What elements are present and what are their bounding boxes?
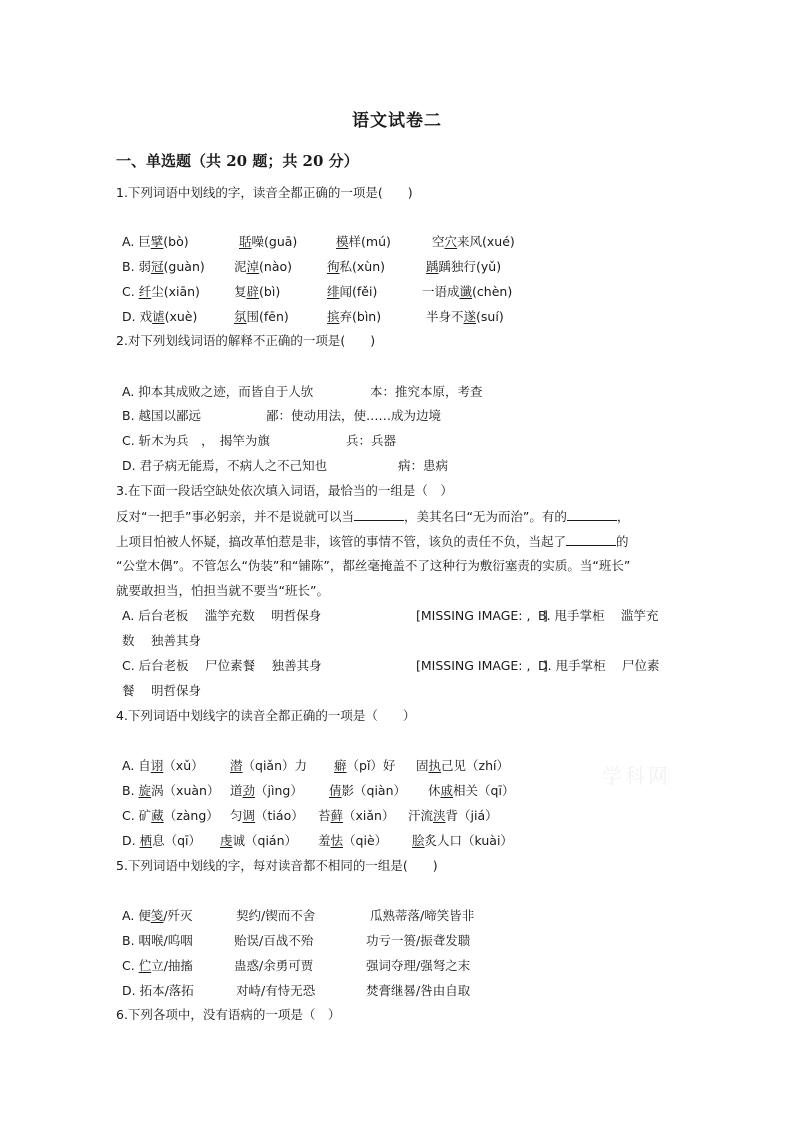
q3-passage-line-2: 上项目怕被人怀疑，搞改革怕惹是非，该管的事情不管，该负的责任不负，当起了 的: [116, 534, 629, 549]
q3-option-b-cont: 数 独善其身: [122, 633, 201, 648]
exam-page: 语文试卷二 一、单选题（共 20 题；共 20 分） 1.下列词语中划线的字，读音全都正确的一项是( ) A. 巨擘(bò) 聒噪(guā) 模样(mú) 空穴来风(xué) B. 弱冠(guàn) 泥淖(nào) 徇私(xùn) 踽踽独行(yǔ) C. 纤尘(xiān) 复辟(bì) 绯闻(fěi) 一语成谶(chèn) D. 戏谑(xuè) 氛围(fēn) 摈弃(bìn) 半身不遂(suí) 2.对下列划线词语的解释不正确的一项是( ) A. 抑本其成败之迹，而皆自于人欤 本：推究本原，考查 B. 越国以鄙远 鄙：使动用法，使……成为边境 C. 斩木为兵 ， 揭竿为旗 兵：兵器 D. 君子病无能焉，不病人之不己知也 病：患病 3.在下面一段话空缺处依次填入词语，最恰当的一组是（ ） 反对“一把手”事必躬亲，并不是说就可以当 ，美其名曰“无为而治”。有的 ， 上项目怕被人怀疑，搞改革怕惹是非，该管的事情不管，该负的责任不负，当起了 的 “公堂木偶”。不管怎么“伪装”和“铺陈”，都丝毫掩盖不了这种行为敷衍塞责的实质。当“班长” 就要敢担当，怕担当就不要当“班长”。 A. 后台老板 滥竽充数 明哲保身 [MISSING IMAGE: , ] B. 甩手掌柜 滥竽充 数 独善其身 C. 后台老板 尸位素餐 独善其身 [MISSING IMAGE: , ] D. 甩手掌柜 尸位素 餐 明哲保身 4.下列词语中划线字的读音全都正确的一项是（ ） A. 自诩（xǔ） 潜（qiǎn）力 癖（pǐ）好 固执己见（zhí） B. 旋涡（xuàn） 道劲（jìng） 倩影（qiàn） 休戚相关（qī） C. 矿藏（zàng） 匀调（tiáo） 苔藓（xiǎn） 汗流浃背（jiá） D. 栖息（qī） 虔诚（qián） 羞怯（qiè） 脍炙人口（kuài） 学科网 5.下列词语中划线的字，每对读音都不相同的一组是( ) A. 便笺/歼灭 契约/锲而不舍 瓜熟蒂落/啼笑皆非 B. 咽喉/呜咽 贻误/百战不殆 功亏一篑/振聋发聩 C. 伫立/抽搐 蛊惑/余勇可贾 强词夺理/强弩之末 D. 拓本/落拓 对峙/有恃无恐 焚膏继晷/咎由自取 6.下列各项中，没有语病的一项是（ ）: [0, 0, 794, 1123]
question-5-stem: 5.下列词语中划线的字，每对读音都不相同的一组是( ): [116, 858, 438, 873]
q3-option-d: D. 甩手掌柜 尸位素: [538, 658, 660, 673]
missing-image-placeholder: [MISSING IMAGE: , ]: [416, 608, 548, 623]
section-heading: 一、单选题（共 20 题；共 20 分）: [116, 152, 359, 170]
q3-option-b: B. 甩手掌柜 滥竽充: [538, 608, 659, 623]
question-1-stem: 1.下列词语中划线的字，读音全都正确的一项是( ): [116, 185, 413, 200]
question-4-stem: 4.下列词语中划线字的读音全都正确的一项是（ ）: [116, 708, 416, 723]
missing-image-placeholder: [MISSING IMAGE: , ]: [416, 658, 548, 673]
q3-passage-line-1: 反对“一把手”事必躬亲，并不是说就可以当 ，美其名曰“无为而治”。有的 ，: [116, 509, 630, 524]
watermark: 学科网: [602, 764, 671, 788]
fill-blank-1: [354, 508, 404, 521]
q3-passage-line-3: “公堂木偶”。不管怎么“伪装”和“铺陈”，都丝毫掩盖不了这种行为敷衍塞责的实质。当“班长”: [116, 558, 631, 573]
fill-blank-3: [566, 533, 616, 546]
q3-option-c: C. 后台老板 尸位素餐 独善其身: [122, 658, 322, 673]
q3-passage-line-4: 就要敢担当，怕担当就不要当“班长”。: [116, 583, 329, 598]
page-title: 语文试卷二: [352, 111, 442, 131]
q3-option-d-cont: 餐 明哲保身: [122, 683, 201, 698]
q3-option-a: A. 后台老板 滥竽充数 明哲保身: [122, 608, 322, 623]
fill-blank-2: [567, 508, 617, 521]
question-6-stem: 6.下列各项中，没有语病的一项是（ ）: [116, 1007, 341, 1022]
question-3-stem: 3.在下面一段话空缺处依次填入词语，最恰当的一组是（ ）: [116, 483, 453, 498]
question-2-stem: 2.对下列划线词语的解释不正确的一项是( ): [116, 333, 376, 348]
